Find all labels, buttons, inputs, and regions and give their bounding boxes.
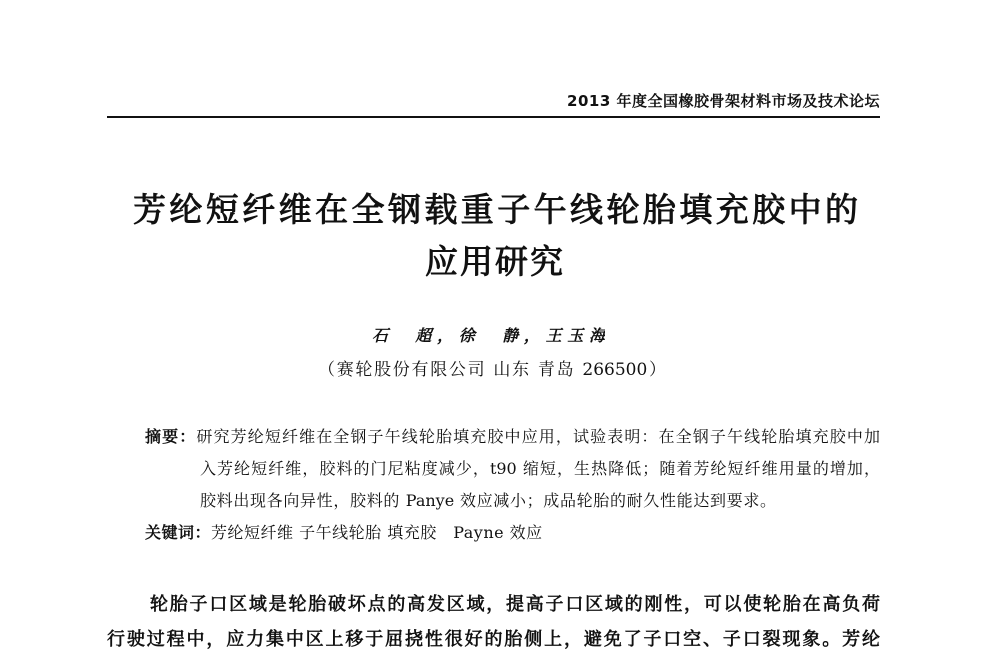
abstract-label: 摘要： (145, 427, 197, 446)
body-paragraph-line-2: 行驶过程中，应力集中区上移于屈挠性很好的胎侧上，避免了子口空、子口裂现象。芳纶 (107, 629, 880, 650)
paper-title-line-1: 芳纶短纤维在全钢载重子午线轮胎填充胶中的 (133, 190, 858, 229)
paper-title-line-2: 应用研究 (425, 242, 565, 281)
abstract-text-1: 研究芳纶短纤维在全钢子午线轮胎填充胶中应用，试验表明：在全钢子午线轮胎填充胶中加 (196, 427, 880, 446)
authors: 石 超，徐 静，王玉海 (372, 326, 605, 345)
keywords-label: 关键词： (145, 523, 212, 542)
abstract-line-3: 胶料出现各向异性，胶料的 Panye 效应减小；成品轮胎的耐久性能达到要求。 (200, 491, 776, 510)
abstract-line-1 (145, 426, 880, 448)
header-rule (107, 116, 880, 118)
body-paragraph-line-1: 轮胎子口区域是轮胎破坏点的高发区域，提高子口区域的刚性，可以使轮胎在高负荷 (150, 594, 880, 615)
keywords-line (145, 522, 543, 544)
keywords-text: 芳纶短纤维 子午线轮胎 填充胶 Payne 效应 (211, 523, 543, 542)
abstract-line-2: 入芳纶短纤维，胶料的门尼粘度减少，t90 缩短，生热降低；随着芳纶短纤维用量的增加， (200, 459, 880, 478)
affiliation: （赛轮股份有限公司 山东 青岛 266500） (318, 360, 666, 380)
running-header: 2013 年度全国橡胶骨架材料市场及技术论坛 (567, 92, 880, 110)
